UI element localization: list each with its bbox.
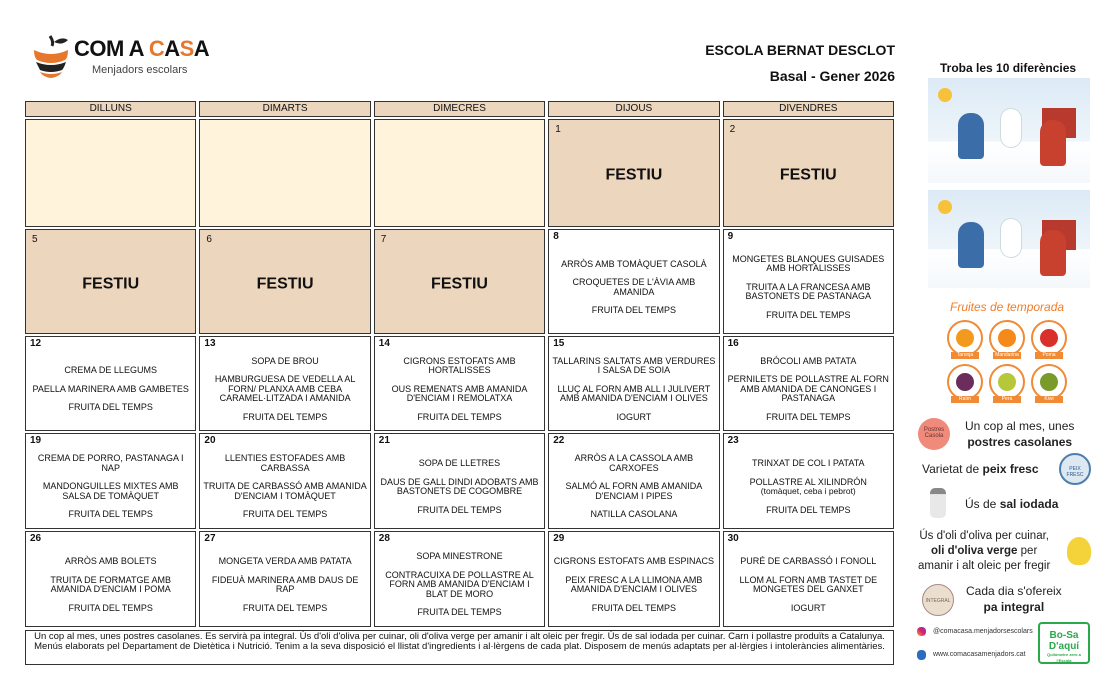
menu-calendar bbox=[25, 101, 894, 665]
puzzle-title: Troba les 10 diferències bbox=[940, 61, 1077, 75]
peix-info: Varietat de peix fresc bbox=[922, 462, 1039, 476]
dish-list bbox=[203, 351, 366, 428]
bosa-daqui-badge: Bo-Sa D'aquí Quilòmetre zero a l'Escola bbox=[1038, 622, 1090, 664]
dish-list bbox=[552, 244, 715, 331]
dish-name: SALMÓ AL FORN AMB AMANIDA D'ENCIAM I PIPES bbox=[565, 481, 703, 501]
dish-name: CREMA DE LLEGUMS bbox=[64, 365, 157, 376]
dish-name: BRÓCOLI AMB PATATA bbox=[760, 355, 857, 366]
weekday-label: DIJOUS bbox=[548, 101, 719, 117]
instagram-icon bbox=[917, 627, 926, 636]
dish bbox=[29, 510, 192, 520]
dish-name: DAUS DE GALL DINDI ADOBATS AMB BASTONETS DE COGOMBRE bbox=[380, 476, 539, 496]
dish-name: TALLARINS SALTATS AMB VERDURES I SALSA DE SOIA bbox=[552, 355, 716, 376]
menu-day-cell bbox=[548, 229, 719, 334]
dish bbox=[727, 604, 890, 614]
dish bbox=[203, 375, 366, 404]
fruit-taronja bbox=[947, 320, 983, 356]
dish bbox=[727, 375, 890, 404]
dish bbox=[727, 283, 890, 302]
dish bbox=[727, 357, 890, 367]
dish-name: LLENTIES ESTOFADES AMB CARBASSA bbox=[224, 453, 346, 473]
fruit-label: Poma bbox=[1035, 352, 1063, 359]
dish-list bbox=[552, 448, 715, 526]
calendar-week bbox=[25, 229, 894, 334]
dish-name: CREMA DE PORRO, PASTANAGA I NAP bbox=[37, 453, 184, 473]
dish-name: SOPA MINESTRONE bbox=[416, 551, 503, 562]
dish-name: CIGRONS ESTOFATS AMB HORTALISSES bbox=[403, 355, 516, 376]
web-icon bbox=[917, 650, 926, 660]
dish-name: MONGETA VERDA AMB PATATA bbox=[218, 556, 352, 566]
dish bbox=[727, 478, 890, 497]
school-name: ESCOLA BERNAT DESCLOT bbox=[705, 42, 895, 58]
dish-name: HAMBURGUESA DE VEDELLA AL FORN/ PLANXA AMB CEBA CARAMEL·LITZADA I AMANIDA bbox=[214, 374, 356, 404]
dish-list bbox=[203, 448, 366, 526]
dish bbox=[203, 482, 366, 501]
weekday-label: DILLUNS bbox=[25, 101, 196, 117]
day-number: 7 bbox=[380, 234, 387, 245]
dish-name: CROQUETES DE L'ÀVIA AMB AMANIDA bbox=[572, 277, 696, 297]
dish bbox=[203, 357, 366, 367]
oli-info: Ús d'oli d'oliva per cuinar, oli d'oliva verge per amanir i alt oleic per fregir bbox=[918, 530, 1051, 572]
dish-list bbox=[378, 448, 541, 526]
dish-list bbox=[378, 546, 541, 624]
weekday-label: DIVENDRES bbox=[723, 101, 894, 117]
winter-scene-image-2 bbox=[928, 190, 1090, 288]
empty-day-cell bbox=[374, 119, 545, 227]
dish bbox=[378, 413, 541, 423]
dish-name: TRUITA DE CARBASSÓ AMB AMANIDA D'ENCIAM I TOMÀQUET bbox=[203, 481, 367, 501]
dish-name: ARRÒS A LA CASSOLA AMB CARXOFES bbox=[574, 453, 694, 473]
dish-name: SOPA DE BROU bbox=[251, 355, 319, 366]
peix-fresc-icon: PEIX FRESC bbox=[1059, 453, 1091, 485]
day-number: 15 bbox=[553, 338, 565, 349]
winter-scene-image-1 bbox=[928, 78, 1090, 183]
day-number: 23 bbox=[727, 435, 739, 446]
day-number: 30 bbox=[727, 533, 739, 544]
dish bbox=[29, 366, 192, 376]
dish-name: FRUITA DEL TEMPS bbox=[591, 305, 677, 315]
dish bbox=[552, 454, 715, 473]
dish-name: PEIX FRESC A LA LLIMONA AMB AMANIDA D'ENCIAM I OLIVES bbox=[565, 574, 703, 594]
holiday-label: FESTIU bbox=[82, 275, 140, 293]
menu-day-cell bbox=[25, 531, 196, 627]
dish-list bbox=[378, 351, 541, 428]
day-number: 26 bbox=[30, 533, 42, 544]
fruit-label: Taronja bbox=[951, 352, 979, 359]
apple-logo-icon bbox=[30, 34, 72, 82]
dish-name: PURÉ DE CARBASSÓ I FONOLL bbox=[740, 556, 877, 566]
menu-day-cell bbox=[199, 531, 370, 627]
menu-day-cell bbox=[374, 531, 545, 627]
pa-info: Cada dia s'ofereix pa integral bbox=[966, 584, 1062, 614]
fruit-icon bbox=[1040, 329, 1058, 347]
dish-name: TRINXAT DE COL I PATATA bbox=[752, 458, 865, 468]
holiday-cell bbox=[199, 229, 370, 334]
dish-name: FRUITA DEL TEMPS bbox=[68, 402, 153, 413]
dish-name: OUS REMENATS AMB AMANIDA D'ENCIAM I REMOLATXA bbox=[391, 383, 528, 404]
holiday-cell bbox=[548, 119, 719, 227]
brand-name: COM A CASA bbox=[74, 36, 210, 61]
dish-name: FRUITA DEL TEMPS bbox=[591, 602, 677, 613]
dish-name: FRUITA DEL TEMPS bbox=[766, 504, 851, 515]
day-number: 1 bbox=[555, 124, 561, 135]
dish-list bbox=[727, 351, 890, 428]
dish bbox=[552, 557, 715, 567]
dish bbox=[727, 459, 890, 469]
weekday-label: DIMARTS bbox=[199, 101, 370, 117]
dish bbox=[552, 482, 715, 501]
holiday-label: FESTIU bbox=[256, 275, 314, 293]
dish-name: PAELLA MARINERA AMB GAMBETES bbox=[32, 383, 189, 394]
dish bbox=[29, 482, 192, 501]
website-link[interactable]: www.comacasamenjadors.cat bbox=[933, 651, 1026, 658]
dish-name: FRUITA DEL TEMPS bbox=[242, 602, 328, 613]
menu-day-cell bbox=[548, 336, 719, 431]
dish-name: FRUITA DEL TEMPS bbox=[417, 411, 502, 422]
dish bbox=[552, 604, 715, 614]
dish-name: POLLASTRE AL XILINDRÓN bbox=[749, 476, 867, 487]
dish bbox=[727, 311, 890, 321]
dish bbox=[378, 552, 541, 562]
dish-name: MANDONGUILLES MIXTES AMB SALSA DE TOMÀQUET bbox=[42, 481, 179, 501]
dish bbox=[552, 510, 715, 520]
dish-name: PERNILETS DE POLLASTRE AL FORN AMB AMANIDA DE CANONGES I PASTANAGA bbox=[727, 374, 889, 404]
dish-name: ARRÒS AMB TOMÀQUET CASOLÀ bbox=[561, 258, 707, 269]
dish-list bbox=[552, 546, 715, 624]
empty-day-cell bbox=[199, 119, 370, 227]
dish bbox=[727, 413, 890, 423]
fruit-icon bbox=[998, 329, 1016, 347]
day-number: 9 bbox=[727, 231, 734, 242]
dish-list bbox=[29, 546, 192, 624]
dish bbox=[29, 454, 192, 473]
day-number: 6 bbox=[206, 234, 212, 245]
fruit-icon bbox=[956, 373, 974, 391]
calendar-week bbox=[25, 119, 894, 227]
dish bbox=[29, 604, 192, 614]
dish-name: FRUITA DEL TEMPS bbox=[417, 607, 502, 618]
menu-period: Basal - Gener 2026 bbox=[769, 68, 895, 84]
menu-day-cell bbox=[723, 433, 894, 529]
menu-day-cell bbox=[25, 433, 196, 529]
menu-day-cell bbox=[548, 531, 719, 627]
fruit-raïm bbox=[947, 364, 983, 400]
dish-name: ARRÒS AMB BOLETS bbox=[64, 556, 157, 566]
dish bbox=[552, 278, 715, 297]
dish-name: FRUITA DEL TEMPS bbox=[417, 504, 502, 515]
day-number: 5 bbox=[32, 234, 38, 245]
dish-list bbox=[727, 546, 890, 624]
dish bbox=[378, 478, 541, 497]
dish bbox=[203, 604, 366, 614]
fruit-label: Mandarina bbox=[993, 352, 1021, 359]
fruits-grid bbox=[947, 320, 1069, 400]
dish-name: FRUITA DEL TEMPS bbox=[766, 411, 851, 422]
dish bbox=[378, 385, 541, 404]
holiday-cell bbox=[374, 229, 545, 334]
dish bbox=[378, 506, 541, 516]
dish-name: MONGETES BLANQUES GUISADES AMB HORTALISSES bbox=[732, 253, 885, 274]
day-number: 20 bbox=[204, 435, 216, 446]
day-number: 21 bbox=[378, 435, 390, 446]
menu-day-cell bbox=[723, 531, 894, 627]
dish bbox=[378, 608, 541, 618]
dish bbox=[378, 459, 541, 469]
dish bbox=[552, 357, 715, 376]
dish bbox=[29, 403, 192, 413]
olive-oil-icon bbox=[1067, 537, 1091, 565]
dish-name: IOGURT bbox=[790, 602, 826, 613]
fruit-pera bbox=[989, 364, 1025, 400]
fruit-mandarina bbox=[989, 320, 1025, 356]
fruit-label: Pera bbox=[993, 396, 1021, 403]
fruit-label: Kiwi bbox=[1035, 396, 1063, 403]
dish-name: FIDEUÀ MARINERA AMB DAUS DE RAP bbox=[211, 574, 359, 594]
dish bbox=[727, 576, 890, 595]
fruit-poma bbox=[1031, 320, 1067, 356]
dish-list bbox=[552, 351, 715, 428]
dish-name: CONTRACUIXA DE POLLASTRE AL FORN AMB AMANIDA D'ENCIAM I BLAT DE MORO bbox=[385, 569, 534, 599]
dish bbox=[727, 255, 890, 274]
holiday-label: FESTIU bbox=[431, 275, 488, 293]
holiday-label: FESTIU bbox=[605, 166, 663, 184]
dish bbox=[552, 306, 715, 316]
salt-shaker-icon bbox=[930, 488, 946, 518]
menu-day-cell bbox=[25, 336, 196, 431]
dish bbox=[552, 260, 715, 270]
menu-day-cell bbox=[199, 336, 370, 431]
menu-day-cell bbox=[374, 336, 545, 431]
dish bbox=[727, 506, 890, 516]
dish-name: TRUITA A LA FRANCESA AMB BASTONETS DE PASTANAGA bbox=[745, 281, 872, 302]
sal-info: Ús de sal iodada bbox=[965, 497, 1059, 511]
weekday-header bbox=[25, 101, 894, 117]
holiday-cell bbox=[25, 229, 196, 334]
dish-name: FRUITA DEL TEMPS bbox=[766, 309, 851, 320]
dish bbox=[552, 576, 715, 595]
day-number: 16 bbox=[727, 338, 739, 349]
dish-name: LLOM AL FORN AMB TASTET DE MONGETES DEL GANXET bbox=[739, 574, 878, 594]
day-number: 13 bbox=[204, 338, 216, 349]
dish-list bbox=[203, 546, 366, 624]
day-number: 12 bbox=[30, 338, 42, 349]
fruit-label: Raïm bbox=[951, 396, 979, 403]
dish bbox=[378, 571, 541, 600]
dish bbox=[29, 385, 192, 395]
empty-day-cell bbox=[25, 119, 196, 227]
calendar-week bbox=[25, 531, 894, 627]
dish bbox=[727, 557, 890, 567]
day-number: 19 bbox=[30, 435, 42, 446]
menu-notes: Un cop al mes, unes postres casolanes. Es servirà pa integral. Ús d'oli d'oliva per cuinar, oli d'oliva verge per amanir i alt oleic per fregir. Ús de sal iodada per cuinar. Carn i pollastre produïts a Catalunya. Menús elaborats pel Departament de Dietètica i Nutrició. Tenim a la seva disposició el llistat d'ingredients i al·lèrgens de cada plat. Disposem de menús adaptats per al·lèrgies i intoleràncies alimentàries. bbox=[25, 630, 894, 665]
menu-day-cell bbox=[723, 229, 894, 334]
dish bbox=[378, 357, 541, 376]
day-number: 2 bbox=[729, 124, 736, 135]
holiday-cell bbox=[723, 119, 894, 227]
calendar-week bbox=[25, 433, 894, 529]
dish bbox=[552, 413, 715, 423]
dish-list bbox=[727, 244, 890, 331]
dish-list bbox=[727, 448, 890, 526]
fruits-title: Fruites de temporada bbox=[950, 300, 1065, 314]
dish bbox=[29, 576, 192, 595]
dish bbox=[203, 576, 366, 595]
dish bbox=[203, 454, 366, 473]
dish-note: (tomàquet, ceba i pebrot) bbox=[760, 486, 856, 496]
brand-tagline: Menjadors escolars bbox=[92, 64, 188, 76]
holiday-label: FESTIU bbox=[779, 166, 837, 184]
dish-name: NATILLA CASOLANA bbox=[590, 509, 678, 520]
fruit-icon bbox=[1040, 373, 1058, 391]
dish bbox=[29, 557, 192, 567]
dish-list bbox=[29, 351, 192, 428]
menu-day-cell bbox=[723, 336, 894, 431]
fruit-icon bbox=[998, 373, 1016, 391]
dish-list bbox=[29, 448, 192, 526]
menu-day-cell bbox=[374, 433, 545, 529]
day-number: 29 bbox=[553, 533, 565, 544]
dish bbox=[552, 385, 715, 404]
fruit-icon bbox=[956, 329, 974, 347]
logo bbox=[28, 30, 228, 85]
dish-name: SOPA DE LLETRES bbox=[418, 458, 501, 468]
weekday-label: DIMECRES bbox=[374, 101, 545, 117]
day-number: 27 bbox=[204, 533, 216, 544]
pa-integral-icon: INTEGRAL bbox=[922, 584, 954, 616]
fruit-kiwi bbox=[1031, 364, 1067, 400]
postres-casola-icon: Postres Casola bbox=[918, 418, 950, 450]
postres-info: Un cop al mes, unes postres casolanes bbox=[965, 419, 1075, 449]
dish bbox=[203, 413, 366, 423]
dish-name: TRUITA DE FORMATGE AMB AMANIDA D'ENCIAM I POMA bbox=[50, 574, 172, 594]
dish bbox=[203, 510, 366, 520]
dish bbox=[203, 557, 366, 567]
dish-name: CIGRONS ESTOFATS AMB ESPINACS bbox=[553, 556, 714, 566]
calendar-week bbox=[25, 336, 894, 431]
day-number: 28 bbox=[378, 533, 390, 544]
dish-name: FRUITA DEL TEMPS bbox=[242, 411, 328, 422]
dish-name: IOGURT bbox=[616, 411, 652, 422]
menu-day-cell bbox=[199, 433, 370, 529]
dish-name: FRUITA DEL TEMPS bbox=[68, 602, 153, 613]
day-number: 14 bbox=[378, 338, 390, 349]
day-number: 22 bbox=[553, 435, 565, 446]
menu-day-cell bbox=[548, 433, 719, 529]
day-number: 8 bbox=[553, 231, 559, 242]
dish-name: FRUITA DEL TEMPS bbox=[68, 509, 153, 520]
dish-name: FRUITA DEL TEMPS bbox=[242, 509, 328, 520]
instagram-handle[interactable]: @comacasa.menjadorsescolars bbox=[933, 628, 1033, 635]
dish-name: LLUÇ AL FORN AMB ALL I JULIVERT AMB AMANIDA D'ENCIAM I OLIVES bbox=[557, 383, 711, 404]
